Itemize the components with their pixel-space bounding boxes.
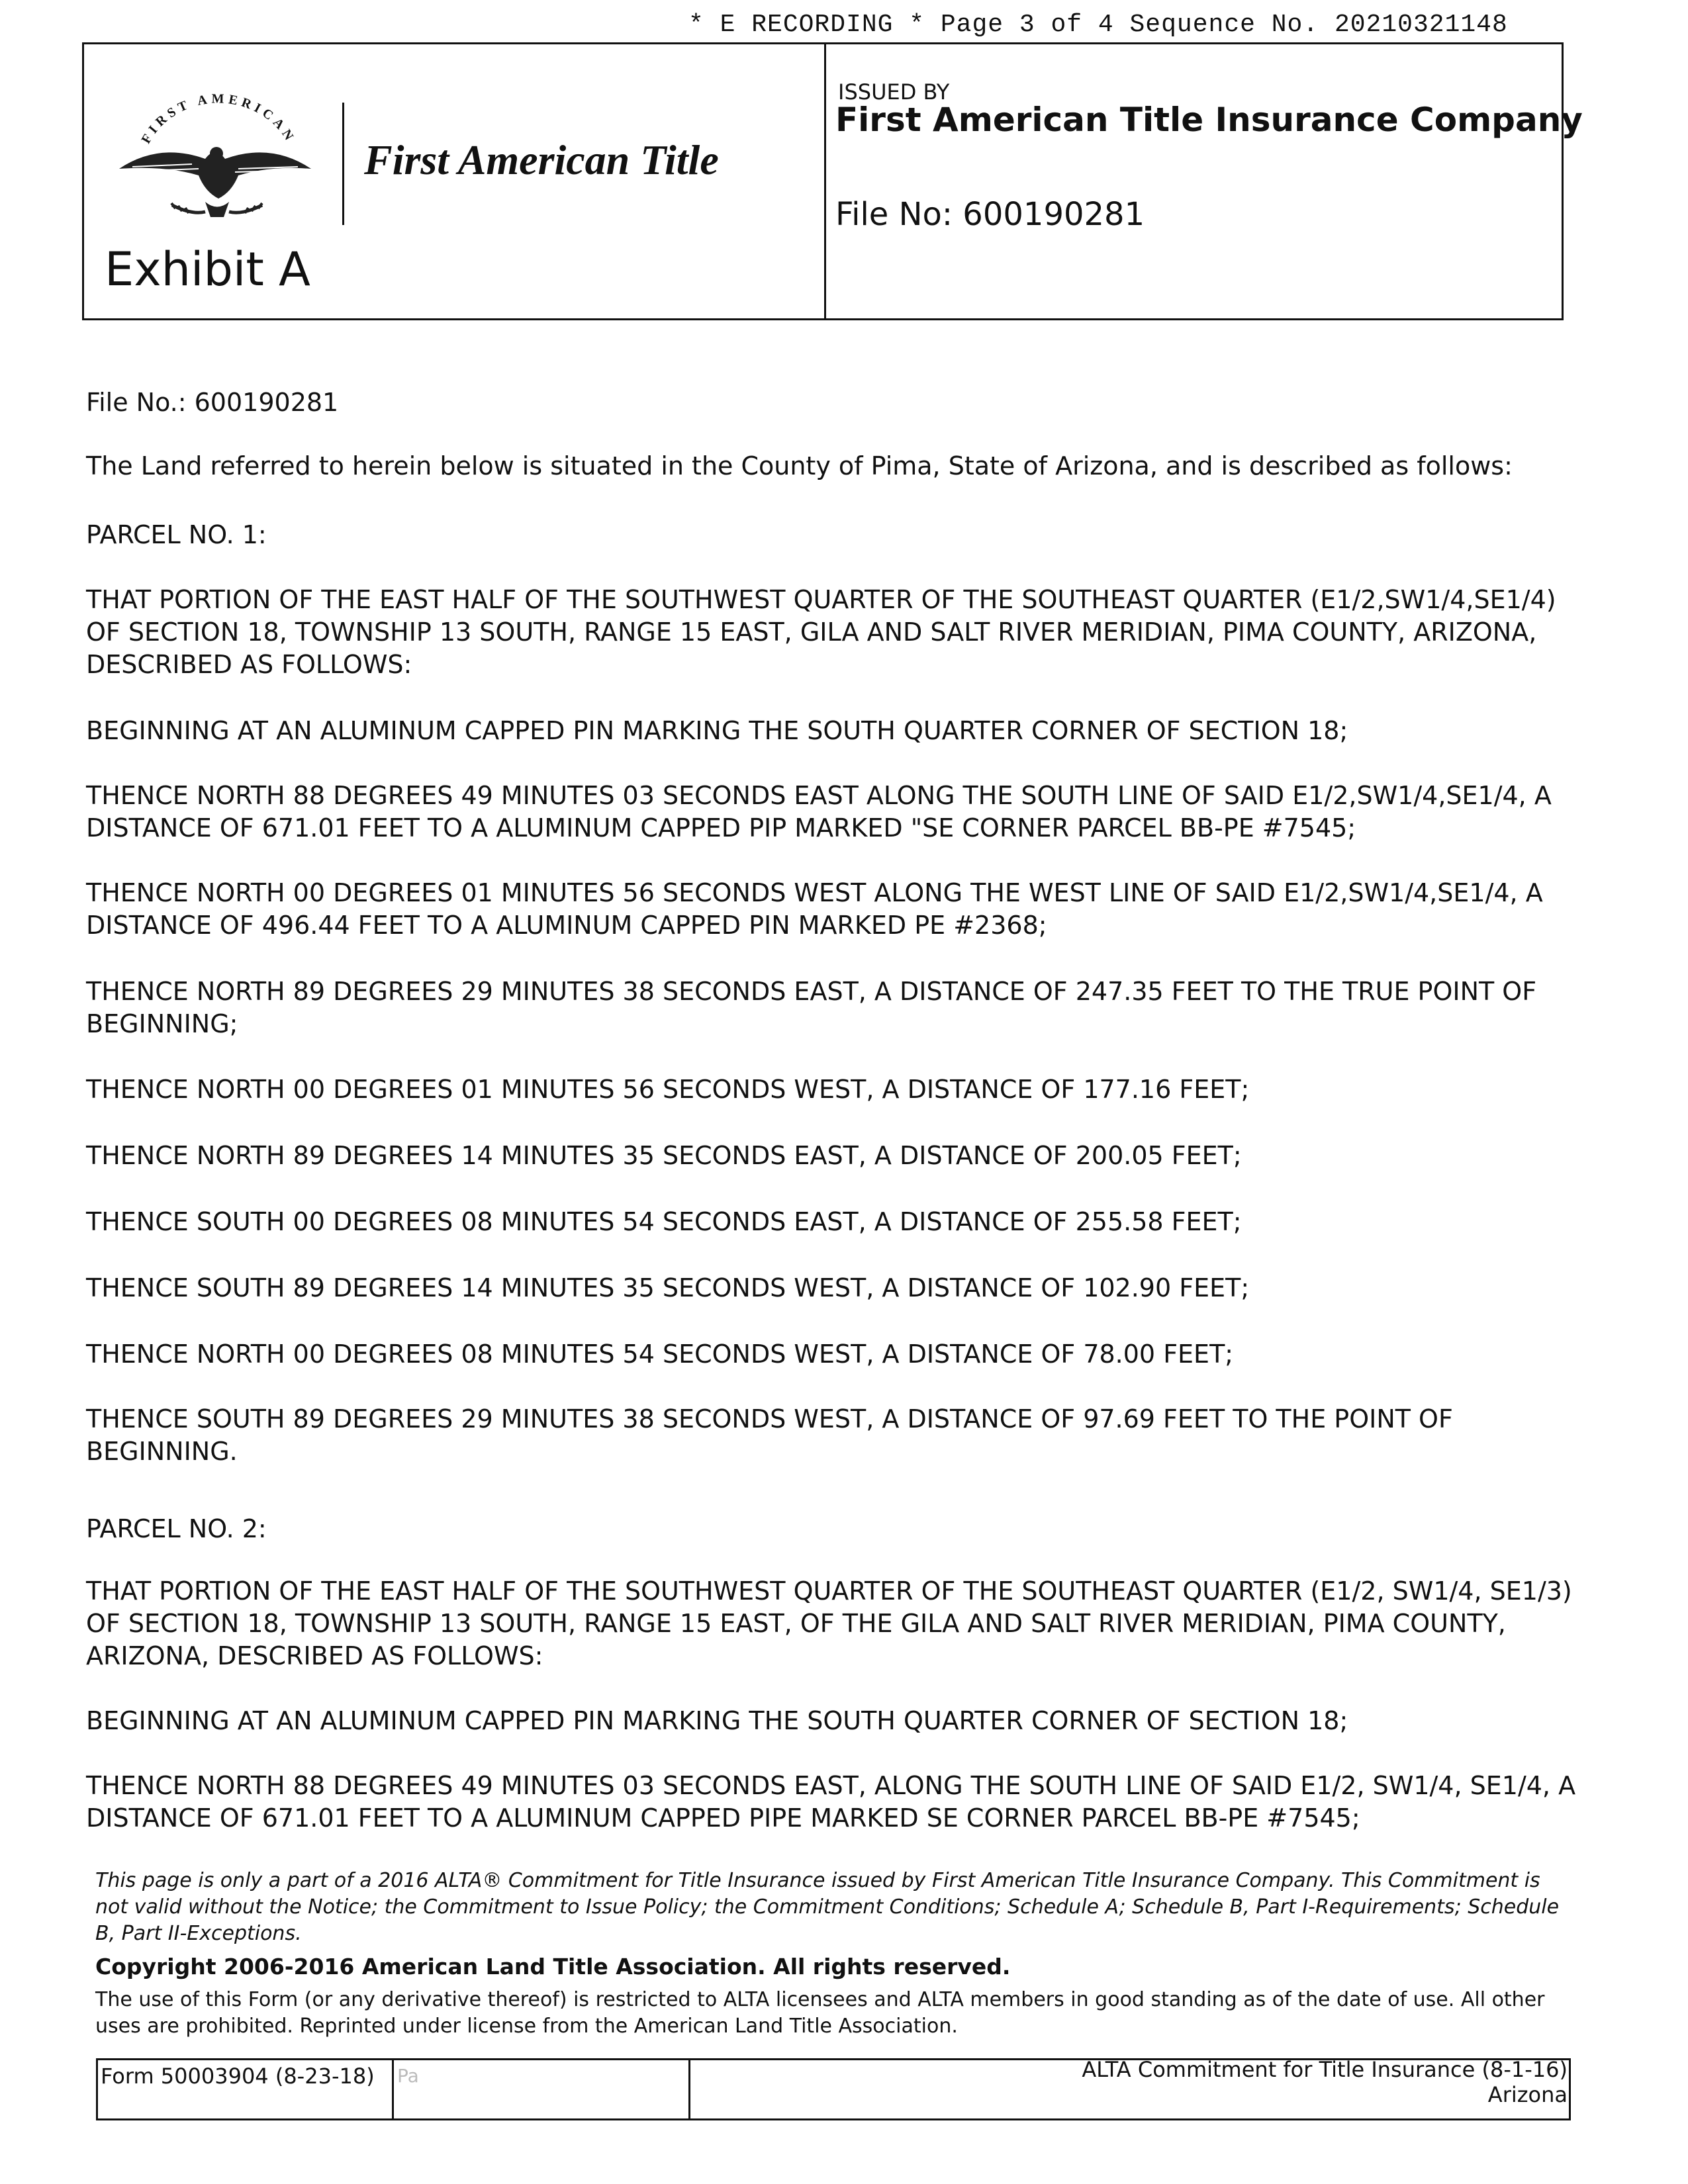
form-middle-cell: Pa <box>397 2065 419 2087</box>
header-divider <box>824 42 826 319</box>
alta-form-title <box>695 2057 1568 2107</box>
alta-form-line-2: Arizona <box>1487 2082 1568 2107</box>
eagle-logo-icon <box>106 93 324 232</box>
parcel-1-call-5: THENCE NORTH 89 DEGREES 14 MINUTES 35 SECONDS EAST, A DISTANCE OF 200.05 FEET; <box>86 1141 1242 1170</box>
parcel-1-call-4: THENCE NORTH 00 DEGREES 01 MINUTES 56 SECONDS WEST, A DISTANCE OF 177.16 FEET; <box>86 1075 1250 1104</box>
parcel-2-call-1: THENCE NORTH 88 DEGREES 49 MINUTES 03 SECONDS EAST, ALONG THE SOUTH LINE OF SAID E1/2, SW1/4, SE1/4, A DISTANCE OF 671.01 FEET TO A ALUMINUM CAPPED PIPE MARKED SE CORNER PARCEL BB-PE #7545; <box>86 1771 1576 1833</box>
form-number: Form 50003904 (8-23-18) <box>101 2064 375 2089</box>
license-note: The use of this Form (or any derivative thereof) is restricted to ALTA licensees and ALTA members in good standing as of the date of use. All other uses are prohibited. Reprinted under license from the American Land Title Association. <box>95 1988 1545 2038</box>
parcel-1-call-8: THENCE NORTH 00 DEGREES 08 MINUTES 54 SECONDS WEST, A DISTANCE OF 78.00 FEET; <box>86 1340 1234 1369</box>
file-number: File No.: 600190281 <box>86 388 339 417</box>
parcel-1-beginning: BEGINNING AT AN ALUMINUM CAPPED PIN MARKING THE SOUTH QUARTER CORNER OF SECTION 18; <box>86 716 1348 745</box>
form-cell-divider <box>688 2058 690 2120</box>
svg-text:FIRST AMERICAN <box>139 93 299 146</box>
parcel-1-call-1: THENCE NORTH 88 DEGREES 49 MINUTES 03 SECONDS EAST ALONG THE SOUTH LINE OF SAID E1/2,SW1/4,SE1/4, A DISTANCE OF 671.01 FEET TO A ALUMINUM CAPPED PIP MARKED "SE CORNER PARCEL BB-PE #7545; <box>86 781 1552 842</box>
copyright-line: Copyright 2006-2016 American Land Title Association. All rights reserved. <box>95 1954 1011 1979</box>
logo-divider <box>342 103 344 225</box>
parcel-1-heading: PARCEL NO. 1: <box>86 520 267 549</box>
header-file-number: File No: 600190281 <box>835 196 1145 233</box>
exhibit-label: Exhibit A <box>105 242 310 296</box>
form-cell-divider <box>392 2058 394 2120</box>
parcel-1-call-6: THENCE SOUTH 00 DEGREES 08 MINUTES 54 SECONDS EAST, A DISTANCE OF 255.58 FEET; <box>86 1207 1242 1236</box>
parcel-1-call-7: THENCE SOUTH 89 DEGREES 14 MINUTES 35 SECONDS WEST, A DISTANCE OF 102.90 FEET; <box>86 1273 1250 1302</box>
issuing-company: First American Title Insurance Company <box>835 101 1583 139</box>
recording-stamp: * E RECORDING * Page 3 of 4 Sequence No. 20210321148 <box>688 11 1508 39</box>
issued-by-label: ISSUED BY <box>838 79 950 105</box>
parcel-2-beginning: BEGINNING AT AN ALUMINUM CAPPED PIN MARKING THE SOUTH QUARTER CORNER OF SECTION 18; <box>86 1706 1348 1735</box>
parcel-1-call-9: THENCE SOUTH 89 DEGREES 29 MINUTES 38 SECONDS WEST, A DISTANCE OF 97.69 FEET TO THE POINT OF BEGINNING. <box>86 1404 1453 1466</box>
logo-arc-text: FIRST AMERICAN <box>138 93 299 146</box>
intro-text: The Land referred to herein below is situated in the County of Pima, State of Arizona, and is described as follows: <box>86 451 1513 480</box>
parcel-2-description: THAT PORTION OF THE EAST HALF OF THE SOUTHWEST QUARTER OF THE SOUTHEAST QUARTER (E1/2, SW1/4, SE1/3) OF SECTION 18, TOWNSHIP 13 SOUTH, RANGE 15 EAST, OF THE GILA AND SALT RIVER MERIDIAN, PIMA COUNTY, ARIZONA, DESCRIBED AS FOLLOWS: <box>86 1576 1572 1670</box>
alta-form-line-1: ALTA Commitment for Title Insurance (8-1-16) <box>1082 2057 1568 2082</box>
commitment-notice: This page is only a part of a 2016 ALTA® Commitment for Title Insurance issued by First American Title Insurance Company. This Commitment is not valid without the Notice; the Commitment to Issue Policy; the Commitment Conditions; Schedule A; Schedule B, Part I-Requirements; Schedule B, Part II-Exceptions. <box>95 1869 1560 1945</box>
parcel-1-description: THAT PORTION OF THE EAST HALF OF THE SOUTHWEST QUARTER OF THE SOUTHEAST QUARTER (E1/2,SW1/4,SE1/4) OF SECTION 18, TOWNSHIP 13 SOUTH, RANGE 15 EAST, GILA AND SALT RIVER MERIDIAN, PIMA COUNTY, ARIZONA, DESCRIBED AS FOLLOWS: <box>86 585 1556 679</box>
logo-title: First American Title <box>364 136 719 183</box>
parcel-1-call-3: THENCE NORTH 89 DEGREES 29 MINUTES 38 SECONDS EAST, A DISTANCE OF 247.35 FEET TO THE TRUE POINT OF BEGINNING; <box>86 977 1537 1038</box>
parcel-2-heading: PARCEL NO. 2: <box>86 1514 267 1543</box>
parcel-1-call-2: THENCE NORTH 00 DEGREES 01 MINUTES 56 SECONDS WEST ALONG THE WEST LINE OF SAID E1/2,SW1/4,SE1/4, A DISTANCE OF 496.44 FEET TO A ALUMINUM CAPPED PIN MARKED PE #2368; <box>86 878 1543 940</box>
